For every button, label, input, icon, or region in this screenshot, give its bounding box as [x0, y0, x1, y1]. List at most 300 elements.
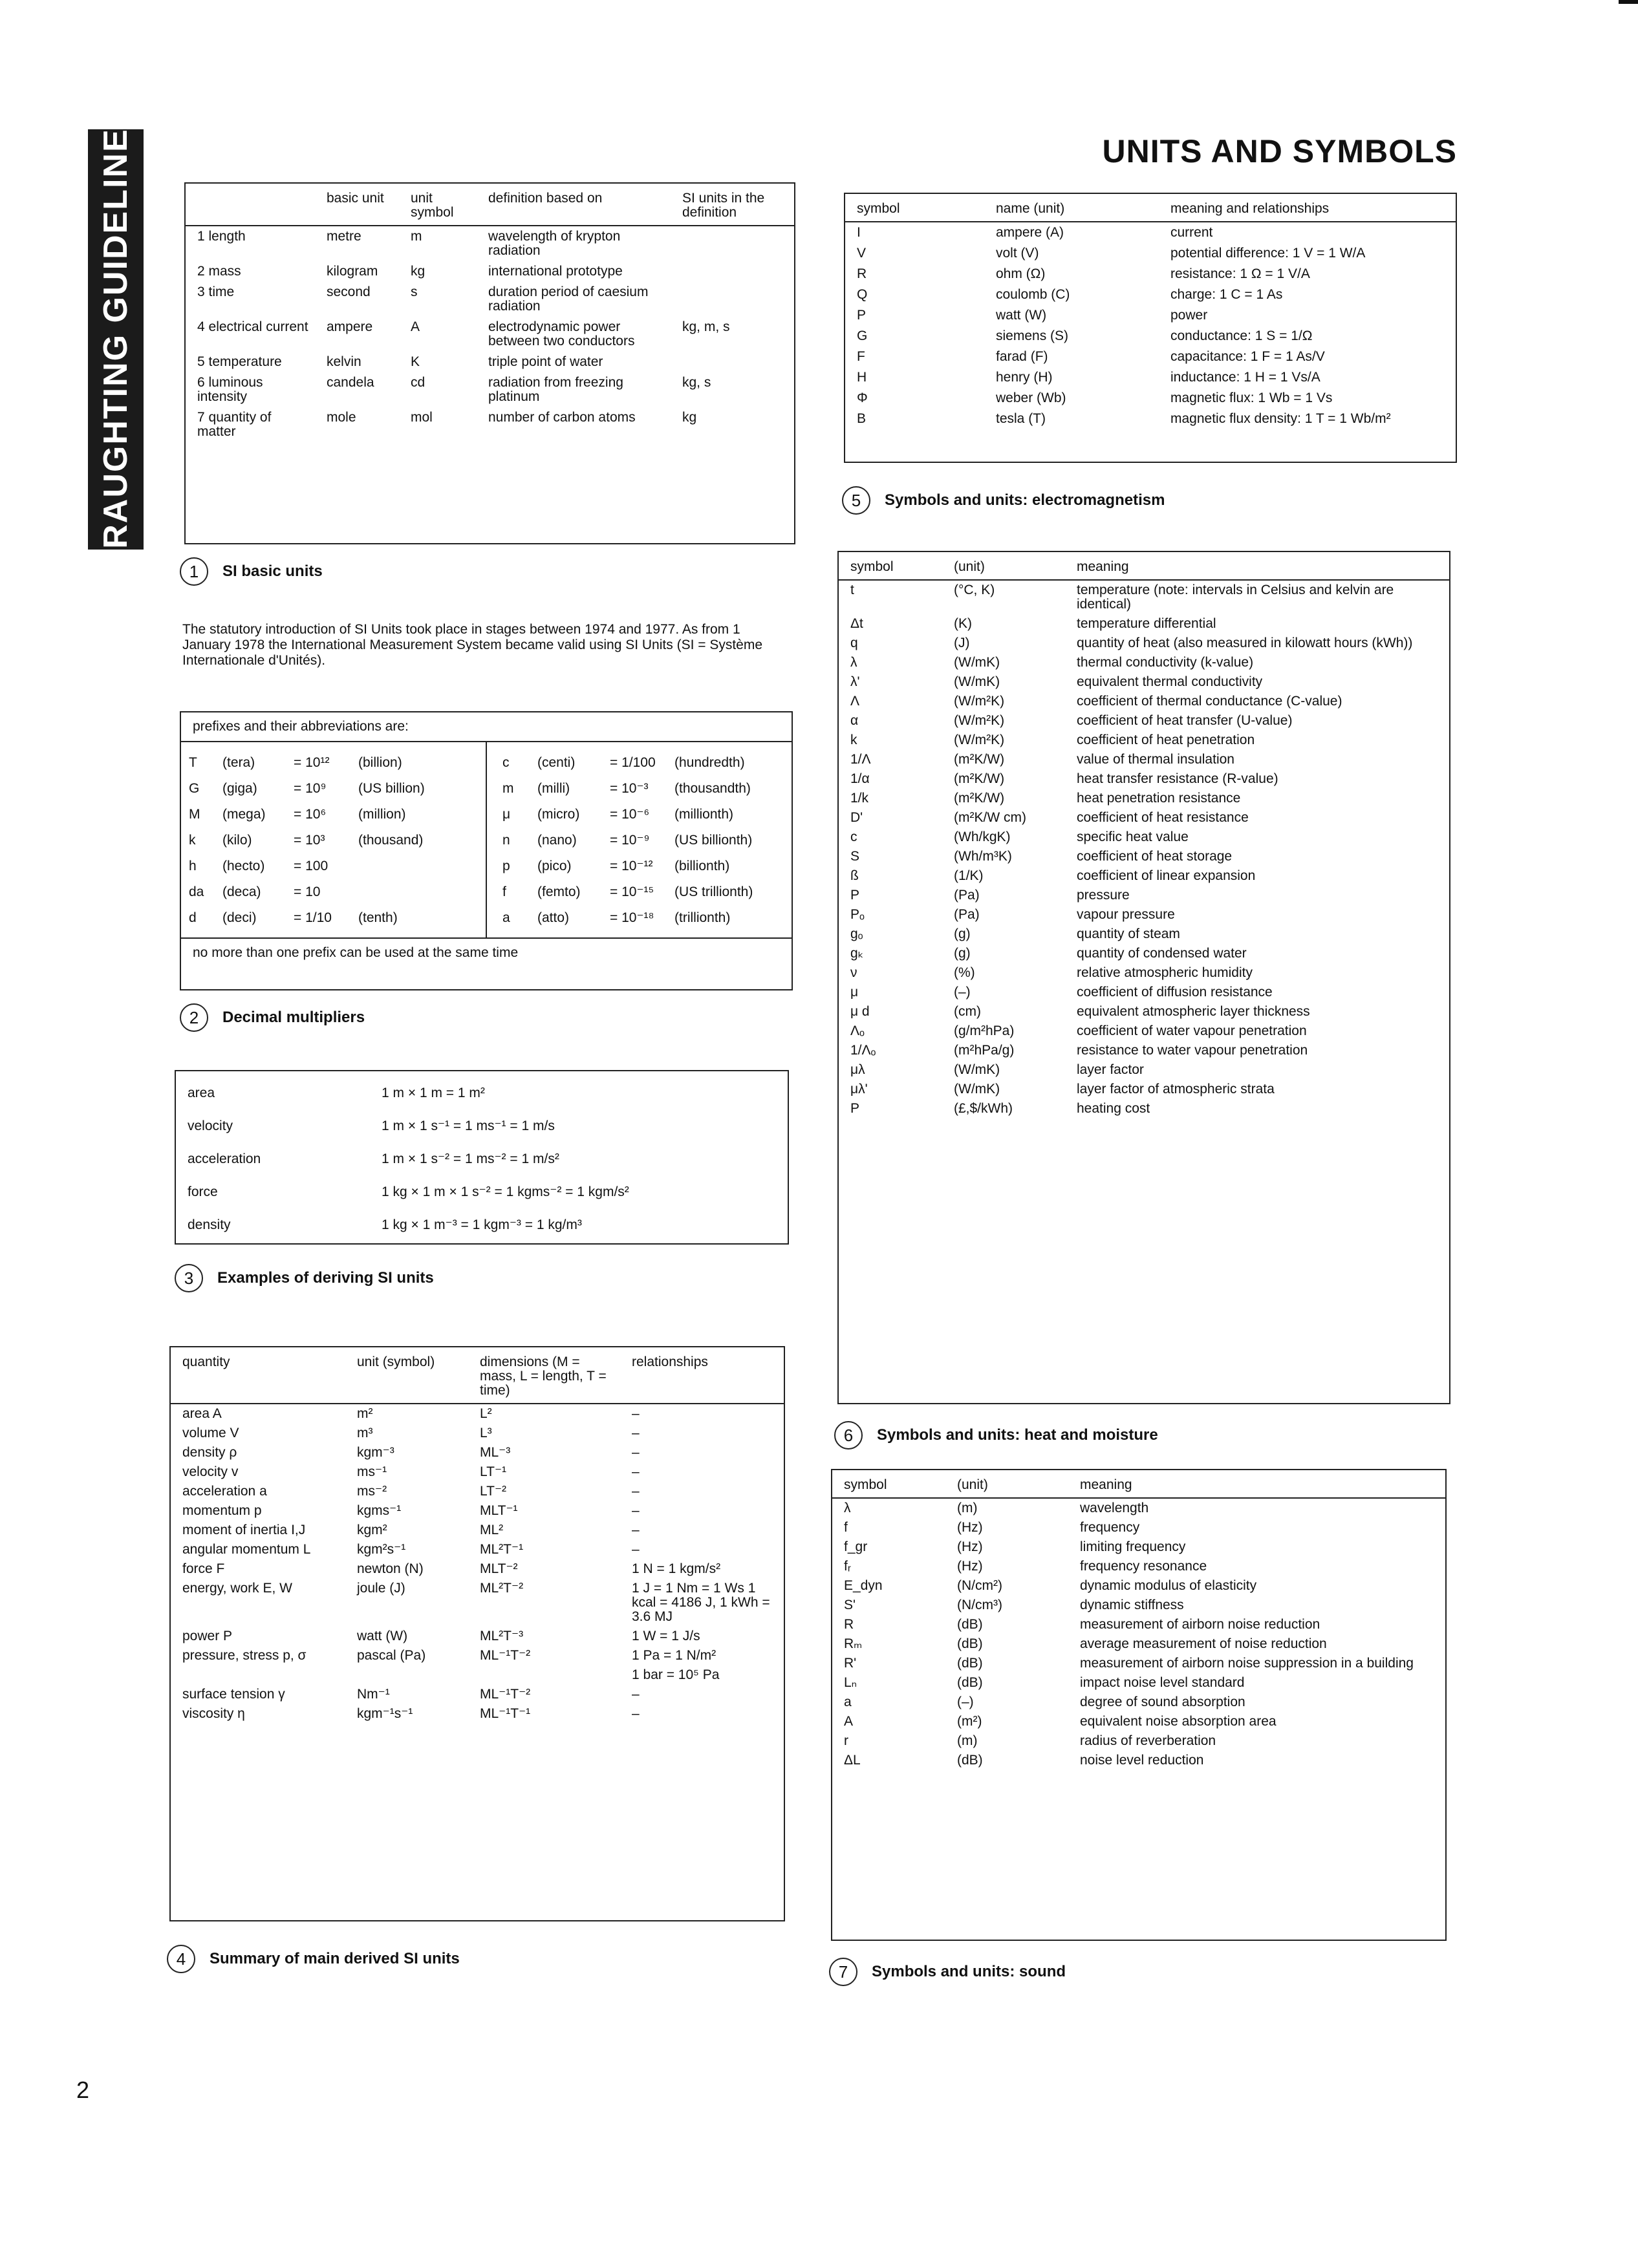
- table-cell: kg: [411, 264, 426, 279]
- prefix-row: [487, 776, 792, 802]
- prefix-row: [487, 853, 792, 879]
- table-cell: λ: [850, 655, 857, 670]
- table-cell: α: [850, 713, 859, 728]
- caption-deriving: [175, 1264, 434, 1292]
- derive-row: [176, 1109, 788, 1142]
- table-cell: quantity of heat (also measured in kilowatt hours (kWh)): [1077, 636, 1413, 650]
- derive-row: [176, 1076, 788, 1109]
- derive-row: [176, 1142, 788, 1175]
- caption-text: Symbols and units: heat and moisture: [877, 1426, 1158, 1444]
- table-cell: resistance to water vapour penetration: [1077, 1043, 1308, 1058]
- table-row: [171, 1579, 784, 1627]
- table-cell: value of thermal insulation: [1077, 752, 1234, 767]
- prefix-row: [487, 879, 792, 905]
- page-title: UNITS AND SYMBOLS: [1102, 133, 1457, 169]
- table-cell: specific heat value: [1077, 829, 1189, 844]
- table-cell: vapour pressure: [1077, 907, 1175, 922]
- table-row: [171, 1646, 784, 1665]
- table-cell: a: [844, 1695, 852, 1709]
- table-row: [839, 750, 1449, 769]
- table-cell: Λₒ: [850, 1023, 865, 1038]
- table-cell: (m²): [957, 1714, 982, 1729]
- table-cell: –: [632, 1523, 640, 1537]
- table-cell: (Hz): [957, 1559, 983, 1574]
- table-cell: (J): [954, 636, 970, 650]
- table-cell: capacitance: 1 F = 1 As/V: [1170, 349, 1325, 364]
- table-cell: triple point of water: [488, 354, 603, 369]
- table-cell: ampere: [327, 319, 373, 334]
- prefix-cell: [358, 853, 486, 879]
- table-cell: pressure, stress p, σ: [182, 1648, 307, 1663]
- table-cell: mole: [327, 410, 356, 425]
- table-cell: 3 time: [197, 284, 235, 299]
- column-header: name (unit): [996, 201, 1065, 216]
- prefix-cell: (hundredth): [674, 755, 745, 770]
- prefix-cell: = 10³: [294, 833, 325, 848]
- table-cell: frequency: [1080, 1520, 1140, 1535]
- prefix-cell: a: [502, 910, 510, 925]
- table-cell: thermal conductivity (k-value): [1077, 655, 1254, 670]
- table-cell: Δt: [850, 616, 863, 631]
- table-cell: (Pa): [954, 888, 980, 903]
- table-cell: r: [844, 1733, 848, 1748]
- table-cell: μ d: [850, 1004, 870, 1019]
- caption-number: 3: [175, 1264, 203, 1292]
- table-cell: (Wh/m³K): [954, 849, 1012, 864]
- table-row: [839, 866, 1449, 886]
- table-cell: potential difference: 1 V = 1 W/A: [1170, 246, 1366, 261]
- table-cell: 4 electrical current: [197, 319, 308, 334]
- table-cell: f_gr: [844, 1539, 868, 1554]
- table-cell: –: [632, 1484, 640, 1499]
- table-cell: (m²K/W): [954, 791, 1005, 806]
- table-cell: [345, 1665, 468, 1685]
- table-cell: power P: [182, 1629, 233, 1643]
- table-row: [171, 1540, 784, 1559]
- table-cell: R': [844, 1656, 857, 1671]
- caption-derived: [167, 1945, 460, 1973]
- table-cell: relative atmospheric humidity: [1077, 965, 1253, 980]
- table-cell: watt (W): [357, 1629, 408, 1643]
- table-cell: tesla (T): [996, 411, 1046, 426]
- table-row: [832, 1498, 1445, 1518]
- table-cell: –: [632, 1426, 640, 1440]
- prefix-cell: f: [502, 884, 506, 899]
- table-cell: R: [844, 1617, 854, 1632]
- table-cell: F: [857, 349, 865, 364]
- table-cell: viscosity η: [182, 1706, 245, 1721]
- caption-number: 1: [180, 557, 208, 586]
- table-cell: 1 W = 1 J/s: [632, 1629, 700, 1643]
- table-cell: coefficient of thermal conductance (C-value): [1077, 694, 1342, 709]
- table-row: [845, 326, 1456, 347]
- table-cell: magnetic flux: 1 Wb = 1 Vs: [1170, 390, 1333, 405]
- table-row: [832, 1693, 1445, 1712]
- table-cell: ampere (A): [996, 225, 1064, 240]
- prefixes-left-column: [181, 742, 486, 937]
- caption-number: 5: [842, 486, 870, 515]
- table-cell: (£,$/kWh): [954, 1101, 1013, 1116]
- table-cell: (m): [957, 1501, 978, 1515]
- prefix-cell: (micro): [537, 807, 580, 822]
- table-cell: charge: 1 C = 1 As: [1170, 287, 1283, 302]
- table-cell: 1 J = 1 Nm = 1 Ws 1 kcal = 4186 J, 1 kWh = 3.6 MJ: [632, 1581, 770, 1624]
- table-cell: wavelength of krypton radiation: [488, 229, 621, 258]
- table-cell: λ': [850, 674, 860, 689]
- prefix-cell: G: [189, 781, 200, 796]
- prefixes-header: prefixes and their abbreviations are:: [181, 712, 792, 742]
- prefix-row: [181, 853, 486, 879]
- table-cell: frequency resonance: [1080, 1559, 1207, 1574]
- table-cell: noise level reduction: [1080, 1753, 1204, 1768]
- derive-cell: force: [188, 1184, 218, 1199]
- table-cell: volt (V): [996, 246, 1039, 261]
- table-row: [832, 1751, 1445, 1770]
- table-cell: ML²: [480, 1523, 504, 1537]
- prefix-cell: k: [189, 833, 196, 848]
- table-cell: equivalent atmospheric layer thickness: [1077, 1004, 1310, 1019]
- table-row: [186, 261, 794, 282]
- prefix-cell: (million): [358, 807, 406, 822]
- table-cell: (Hz): [957, 1520, 983, 1535]
- table-cell: kg, s: [682, 375, 711, 390]
- caption-text: Decimal multipliers: [222, 1009, 365, 1026]
- column-header: unit symbol: [411, 191, 454, 220]
- table-cell: gₒ: [850, 926, 863, 941]
- table-cell: –: [632, 1706, 640, 1721]
- table-cell: ms⁻²: [357, 1484, 387, 1499]
- table-cell: Φ: [857, 390, 868, 405]
- table-cell: [468, 1665, 620, 1685]
- column-header: meaning: [1080, 1477, 1132, 1492]
- prefix-cell: = 100: [294, 859, 329, 873]
- caption-text: SI basic units: [222, 562, 323, 580]
- derive-cell: velocity: [188, 1118, 233, 1133]
- prefix-cell: (kilo): [222, 833, 252, 848]
- table-cell: (dB): [957, 1675, 983, 1690]
- table-cell: H: [857, 370, 867, 385]
- table-cell: 6 luminous intensity: [197, 375, 263, 404]
- prefix-cell: d: [189, 910, 197, 925]
- table-cell: MLT⁻²: [480, 1561, 518, 1576]
- table-cell: P: [850, 888, 860, 903]
- table-row: [839, 886, 1449, 905]
- table-cell: (m²K/W): [954, 752, 1005, 767]
- prefix-cell: (hecto): [222, 859, 265, 873]
- table-cell: moment of inertia I,J: [182, 1523, 306, 1537]
- table-cell: (dB): [957, 1636, 983, 1651]
- table-cell: kgms⁻¹: [357, 1503, 402, 1518]
- table-cell: [171, 1665, 345, 1685]
- prefix-cell: = 10⁻¹²: [610, 859, 653, 873]
- table-row: [186, 407, 794, 442]
- table-row: [832, 1712, 1445, 1731]
- table-cell: (K): [954, 616, 972, 631]
- prefix-cell: = 1/10: [294, 910, 332, 925]
- caption-electromagnetism: [842, 486, 1165, 515]
- prefix-row: [181, 905, 486, 931]
- table-cell: density ρ: [182, 1445, 237, 1460]
- electromagnetism-table: [844, 193, 1457, 463]
- table-row: [839, 847, 1449, 866]
- derive-cell: 1 m × 1 s⁻¹ = 1 ms⁻¹ = 1 m/s: [382, 1118, 555, 1133]
- table-row: [832, 1576, 1445, 1596]
- table-cell: 7 quantity of matter: [197, 410, 272, 439]
- prefixes-box: [180, 711, 793, 990]
- table-cell: kgm²s⁻¹: [357, 1542, 406, 1557]
- table-row: [839, 1041, 1449, 1060]
- table-cell: resistance: 1 Ω = 1 V/A: [1170, 266, 1310, 281]
- table-cell: number of carbon atoms: [488, 410, 636, 425]
- table-cell: coefficient of heat resistance: [1077, 810, 1249, 825]
- table-row: [171, 1462, 784, 1482]
- prefix-cell: (thousandth): [674, 781, 751, 796]
- table-row: [171, 1443, 784, 1462]
- caption-heat-moisture: [834, 1421, 1158, 1450]
- prefix-cell: (thousand): [358, 833, 424, 848]
- table-cell: force F: [182, 1561, 225, 1576]
- table-cell: –: [632, 1542, 640, 1557]
- table-row: [839, 944, 1449, 963]
- table-cell: (m²K/W): [954, 771, 1005, 786]
- table-cell: μ: [850, 985, 859, 1000]
- table-cell: ohm (Ω): [996, 266, 1046, 281]
- table-row: [186, 352, 794, 372]
- table-cell: (dB): [957, 1617, 983, 1632]
- table-cell: μλ: [850, 1062, 865, 1077]
- table-row: [832, 1673, 1445, 1693]
- table-row: [845, 305, 1456, 326]
- table-cell: (m²K/W cm): [954, 810, 1026, 825]
- prefix-cell: (US billionth): [674, 833, 753, 848]
- table-cell: –: [632, 1445, 640, 1460]
- table-cell: (W/mK): [954, 1082, 1000, 1097]
- derive-cell: density: [188, 1217, 231, 1232]
- table-cell: ms⁻¹: [357, 1464, 387, 1479]
- table-cell: (–): [954, 985, 971, 1000]
- table-cell: quantity of steam: [1077, 926, 1180, 941]
- column-header: dimensions (M = mass, L = length, T = time): [480, 1354, 607, 1398]
- prefix-cell: da: [189, 884, 204, 899]
- table-cell: pressure: [1077, 888, 1130, 903]
- table-cell: Nm⁻¹: [357, 1687, 390, 1702]
- prefix-cell: M: [189, 807, 200, 822]
- table-cell: layer factor of atmospheric strata: [1077, 1082, 1275, 1097]
- table-row: [186, 226, 794, 261]
- column-header: SI units in the definition: [682, 191, 765, 220]
- table-cell: S: [850, 849, 860, 864]
- table-cell: kgm⁻¹s⁻¹: [357, 1706, 413, 1721]
- table-cell: MLT⁻¹: [480, 1503, 518, 1518]
- table-row: [845, 284, 1456, 305]
- table-cell: Lₙ: [844, 1675, 857, 1690]
- table-row: [171, 1501, 784, 1521]
- table-cell: degree of sound absorption: [1080, 1695, 1245, 1709]
- page-number: 2: [76, 2077, 90, 2103]
- table-row: [845, 264, 1456, 284]
- derive-cell: 1 kg × 1 m⁻³ = 1 kgm⁻³ = 1 kg/m³: [382, 1217, 582, 1232]
- column-header: (unit): [954, 559, 985, 574]
- table-cell: c: [850, 829, 857, 844]
- side-tab-label: DRAUGHTING GUIDELINES: [97, 104, 135, 575]
- table-cell: ML⁻¹T⁻²: [480, 1648, 531, 1663]
- table-cell: newton (N): [357, 1561, 424, 1576]
- column-header: [186, 184, 315, 226]
- table-cell: A: [844, 1714, 854, 1729]
- table-cell: λ: [844, 1501, 851, 1515]
- caption-text: Symbols and units: electromagnetism: [885, 491, 1165, 509]
- table-cell: electrodynamic power between two conductors: [488, 319, 635, 348]
- table-row: [839, 769, 1449, 789]
- table-cell: (m²hPa/g): [954, 1043, 1015, 1058]
- table-cell: kelvin: [327, 354, 361, 369]
- table-cell: momentum p: [182, 1503, 262, 1518]
- table-row: [832, 1537, 1445, 1557]
- table-cell: dynamic modulus of elasticity: [1080, 1578, 1257, 1593]
- table-cell: area A: [182, 1406, 222, 1421]
- table-cell: velocity v: [182, 1464, 239, 1479]
- table-row: [839, 905, 1449, 925]
- table-cell: (m): [957, 1733, 978, 1748]
- table-row: [839, 692, 1449, 711]
- table-cell: coulomb (C): [996, 287, 1070, 302]
- table-cell: (%): [954, 965, 975, 980]
- table-row: [839, 828, 1449, 847]
- prefix-cell: (tera): [222, 755, 255, 770]
- caption-number: 4: [167, 1945, 195, 1973]
- table-cell: –: [632, 1464, 640, 1479]
- table-cell: k: [850, 733, 857, 747]
- table-row: [839, 808, 1449, 828]
- table-cell: metre: [327, 229, 361, 244]
- derive-cell: 1 m × 1 m = 1 m²: [382, 1086, 485, 1100]
- table-cell: radius of reverberation: [1080, 1733, 1216, 1748]
- prefix-cell: = 10¹²: [294, 755, 330, 770]
- column-header: relationships: [632, 1354, 708, 1369]
- table-cell: radiation from freezing platinum: [488, 375, 623, 404]
- table-cell: current: [1170, 225, 1213, 240]
- derive-row: [176, 1175, 788, 1208]
- table-cell: μλ': [850, 1082, 868, 1097]
- prefix-row: [487, 802, 792, 828]
- table-cell: 1/k: [850, 791, 869, 806]
- table-cell: inductance: 1 H = 1 Vs/A: [1170, 370, 1320, 385]
- table-cell: (N/cm³): [957, 1598, 1002, 1612]
- table-cell: m²: [357, 1406, 373, 1421]
- table-cell: duration period of caesium radiation: [488, 284, 649, 314]
- table-cell: (1/K): [954, 868, 984, 883]
- table-cell: ß: [850, 868, 859, 883]
- table-cell: (°C, K): [954, 583, 995, 597]
- table-cell: ML²T⁻¹: [480, 1542, 524, 1557]
- column-header: meaning and relationships: [1170, 201, 1330, 216]
- table-cell: coefficient of heat penetration: [1077, 733, 1255, 747]
- table-cell: (W/mK): [954, 1062, 1000, 1077]
- prefix-cell: = 10: [294, 884, 321, 899]
- table-cell: ML²T⁻³: [480, 1629, 524, 1643]
- table-cell: heating cost: [1077, 1101, 1150, 1116]
- table-cell: candela: [327, 375, 374, 390]
- table-cell: energy, work E, W: [182, 1581, 292, 1596]
- derive-cell: 1 m × 1 s⁻² = 1 ms⁻² = 1 m/s²: [382, 1151, 559, 1166]
- table-row: [171, 1404, 784, 1424]
- prefix-cell: (deca): [222, 884, 261, 899]
- table-cell: P: [857, 308, 867, 323]
- table-cell: conductance: 1 S = 1/Ω: [1170, 328, 1313, 343]
- prefix-cell: μ: [502, 807, 511, 822]
- table-row: [832, 1634, 1445, 1654]
- table-cell: –: [632, 1687, 640, 1702]
- table-row: [845, 367, 1456, 388]
- prefix-cell: p: [502, 859, 510, 873]
- table-cell: average measurement of noise reduction: [1080, 1636, 1327, 1651]
- column-header: symbol: [850, 559, 894, 574]
- table-cell: I: [857, 225, 861, 240]
- table-cell: wavelength: [1080, 1501, 1149, 1515]
- table-row: [186, 372, 794, 407]
- sound-table: [831, 1469, 1447, 1941]
- table-cell: 5 temperature: [197, 354, 282, 369]
- table-cell: (g): [954, 926, 971, 941]
- table-cell: coefficient of diffusion resistance: [1077, 985, 1273, 1000]
- table-cell: ML⁻³: [480, 1445, 511, 1460]
- caption-number: 2: [180, 1003, 208, 1032]
- prefix-cell: = 1/100: [610, 755, 656, 770]
- prefix-cell: = 10⁹: [294, 781, 327, 796]
- table-cell: (dB): [957, 1656, 983, 1671]
- table-row: [839, 925, 1449, 944]
- table-cell: impact noise level standard: [1080, 1675, 1245, 1690]
- column-header: symbol: [857, 201, 900, 216]
- table-cell: kilogram: [327, 264, 378, 279]
- table-cell: q: [850, 636, 858, 650]
- table-cell: K: [411, 354, 420, 369]
- table-cell: LT⁻²: [480, 1484, 507, 1499]
- table-cell: magnetic flux density: 1 T = 1 Wb/m²: [1170, 411, 1391, 426]
- top-edge-mark: [1619, 0, 1638, 4]
- table-row: [839, 1099, 1449, 1118]
- table-cell: measurement of airborn noise reduction: [1080, 1617, 1320, 1632]
- caption-si-basic: [180, 557, 323, 586]
- derived-units-table: [169, 1346, 785, 1921]
- prefix-row: [487, 750, 792, 776]
- table-cell: D': [850, 810, 863, 825]
- table-cell: dynamic stiffness: [1080, 1598, 1184, 1612]
- column-header: (unit): [957, 1477, 988, 1492]
- table-cell: ν: [850, 965, 857, 980]
- prefix-cell: = 10⁻¹⁵: [610, 884, 654, 899]
- table-cell: 1 length: [197, 229, 246, 244]
- prefix-cell: = 10⁶: [294, 807, 327, 822]
- table-cell: t: [850, 583, 854, 597]
- table-cell: (W/m²K): [954, 733, 1005, 747]
- table-cell: G: [857, 328, 868, 343]
- table-cell: A: [411, 319, 420, 334]
- table-row: [171, 1704, 784, 1724]
- prefix-cell: (US trillionth): [674, 884, 753, 899]
- column-header: symbol: [844, 1477, 887, 1492]
- table-row: [845, 347, 1456, 367]
- table-row: [839, 789, 1449, 808]
- table-cell: (Wh/kgK): [954, 829, 1011, 844]
- prefix-row: [487, 905, 792, 931]
- table-row: [839, 1060, 1449, 1080]
- table-cell: [671, 261, 794, 282]
- table-cell: 1/α: [850, 771, 870, 786]
- table-row: [839, 1002, 1449, 1022]
- derive-row: [176, 1208, 788, 1241]
- table-cell: (W/mK): [954, 655, 1000, 670]
